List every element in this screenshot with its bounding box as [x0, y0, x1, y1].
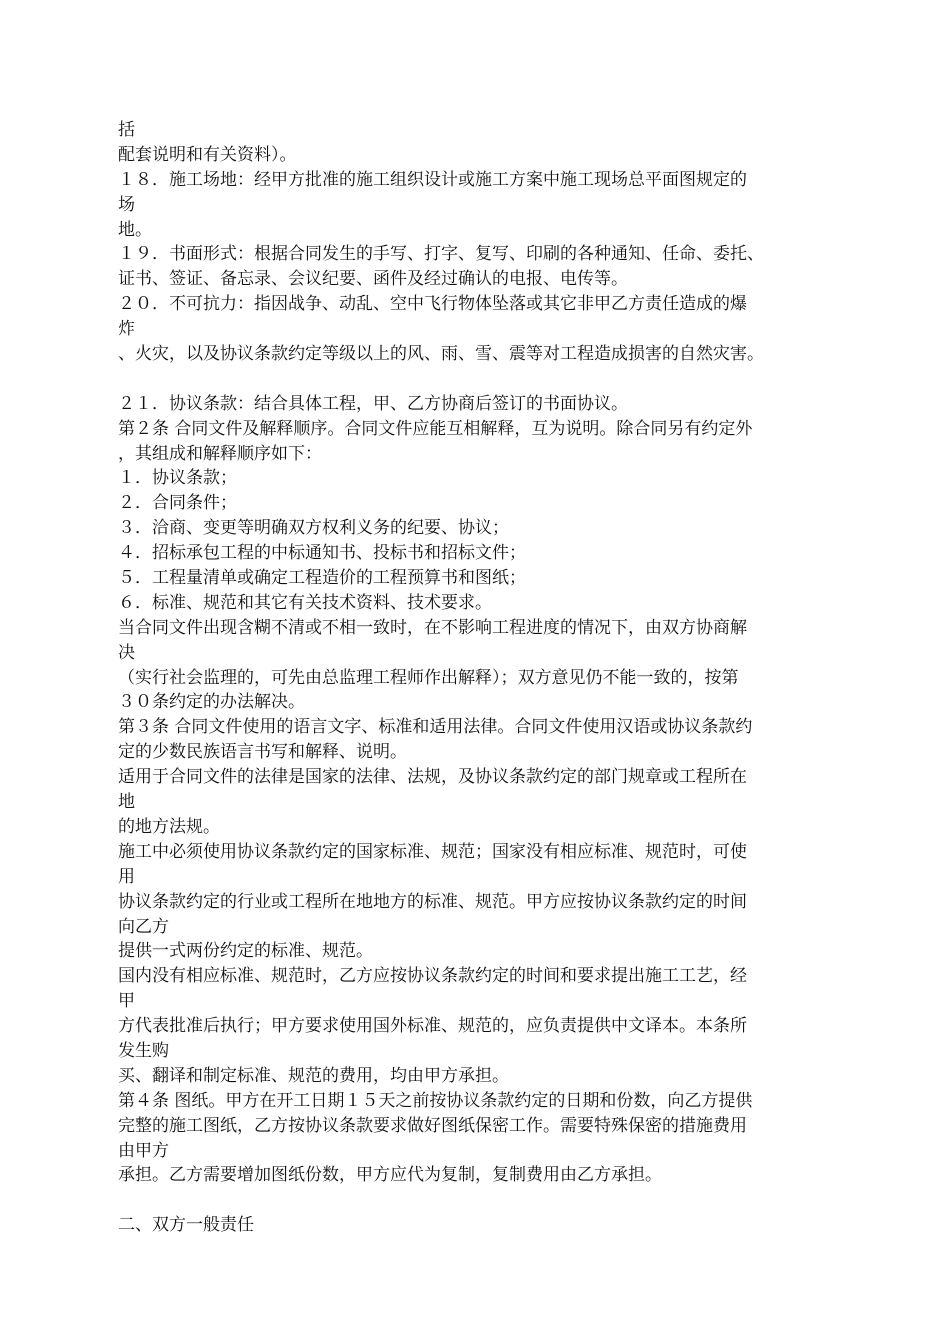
- text-line: １．协议条款；: [118, 468, 237, 489]
- text-line: 国内没有相应标准、规范时，乙方应按协议条款约定的时间和要求提出施工工艺，经: [118, 966, 747, 987]
- text-line: 地。: [118, 219, 152, 240]
- blank-line: [118, 1188, 838, 1213]
- text-line: 的地方法规。: [118, 816, 220, 837]
- text-line: ５．工程量清单或确定工程造价的工程预算书和图纸；: [118, 568, 526, 589]
- text-line: 用: [118, 866, 135, 887]
- text-line: 当合同文件出现含糊不清或不相一致时，在不影响工程进度的情况下，由双方协商解: [118, 617, 747, 638]
- text-line: ３．洽商、变更等明确双方权利义务的纪要、协议；: [118, 518, 509, 539]
- text-line: 决: [118, 642, 135, 663]
- text-line: ４．招标承包工程的中标通知书、投标书和招标文件；: [118, 543, 526, 564]
- text-line: （实行社会监理的，可先由总监理工程师作出解释）；双方意见仍不能一致的，按第: [118, 667, 739, 688]
- text-line: 第４条 图纸。甲方在开工日期１５天之前按协议条款约定的日期和份数，向乙方提供: [118, 1090, 753, 1111]
- text-line: 配套说明和有关资料）。: [118, 144, 297, 165]
- text-line: 二、双方一般责任: [118, 1215, 254, 1236]
- text-line: 提供一式两份约定的标准、规范。: [118, 941, 373, 962]
- blank-line: [118, 367, 838, 392]
- text-line: 证书、签证、备忘录、会议纪要、函件及经过确认的电报、电传等。: [118, 269, 628, 290]
- text-line: 适用于合同文件的法律是国家的法律、法规，及协议条款约定的部门规章或工程所在: [118, 767, 747, 788]
- text-line: 定的少数民族语言书写和解释、说明。: [118, 742, 407, 763]
- text-line: ２０．不可抗力：指因战争、动乱、空中飞行物体坠落或其它非甲乙方责任造成的爆: [118, 294, 747, 315]
- text-line: 承担。乙方需要增加图纸份数，甲方应代为复制，复制费用由乙方承担。: [118, 1165, 662, 1186]
- text-line: 施工中必须使用协议条款约定的国家标准、规范；国家没有相应标准、规范时，可使: [118, 841, 747, 862]
- text-line: ，其组成和解释顺序如下：: [118, 443, 322, 464]
- text-line: 向乙方: [118, 916, 169, 937]
- text-line: ２１．协议条款：结合具体工程，甲、乙方协商后签订的书面协议。: [118, 393, 628, 414]
- text-line: 括: [118, 120, 135, 140]
- text-line: 、火灾，以及协议条款约定等级以上的风、雨、雪、震等对工程造成损害的自然灾害。: [118, 344, 764, 365]
- text-line: 地: [118, 792, 135, 813]
- text-line: ２．合同条件；: [118, 493, 237, 514]
- text-line: 场: [118, 194, 135, 215]
- text-line: 买、翻译和制定标准、规范的费用，均由甲方承担。: [118, 1065, 509, 1086]
- text-line: 发生购: [118, 1040, 169, 1061]
- text-line: 甲: [118, 991, 135, 1012]
- text-line: 由甲方: [118, 1140, 169, 1161]
- text-line: ６．标准、规范和其它有关技术资料、技术要求。: [118, 592, 492, 613]
- text-line: 炸: [118, 319, 135, 340]
- text-line: 完整的施工图纸，乙方按协议条款要求做好图纸保密工作。需要特殊保密的措施费用: [118, 1115, 747, 1136]
- contract-text-body: [118, 118, 838, 1238]
- text-line: １９．书面形式：根据合同发生的手写、打字、复写、印刷的各种通知、任命、委托、: [118, 244, 764, 265]
- text-line: 第３条 合同文件使用的语言文字、标准和适用法律。合同文件使用汉语或协议条款约: [118, 717, 753, 738]
- text-line: ３０条约定的办法解决。: [118, 692, 305, 713]
- text-line: 协议条款约定的行业或工程所在地地方的标准、规范。甲方应按协议条款约定的时间: [118, 891, 747, 912]
- text-line: 方代表批准后执行；甲方要求使用国外标准、规范的，应负责提供中文译本。本条所: [118, 1016, 747, 1037]
- text-line: １８．施工场地：经甲方批准的施工组织设计或施工方案中施工现场总平面图规定的: [118, 169, 747, 190]
- text-line: 第２条 合同文件及解释顺序。合同文件应能互相解释，互为说明。除合同另有约定外: [118, 418, 753, 439]
